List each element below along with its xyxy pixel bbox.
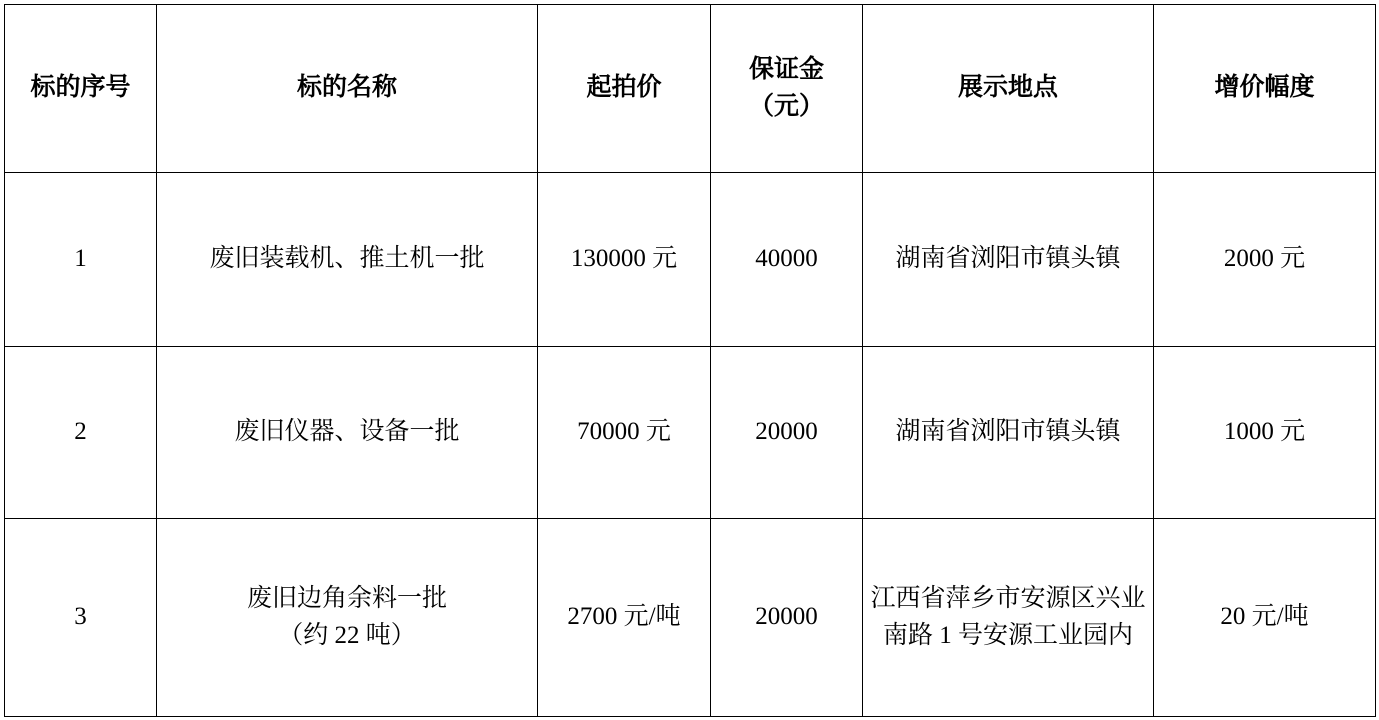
document-page [0,4,1379,720]
cell-lot-number: 2 [5,347,157,519]
column-header-lot-number-line-1: 标的序号 [30,74,131,102]
cell-deposit: 20000 [711,519,863,717]
column-header-lot-name-line-1: 标的名称 [296,74,397,102]
cell-lot-number: 3 [5,519,157,717]
table-row [5,347,1376,519]
column-header-display-location-line-1: 展示地点 [957,74,1058,102]
cell-lot-name [157,347,538,519]
column-header-start-price-line-1: 起拍价 [586,74,662,102]
cell-display-location-line-1: 湖南省浏阳市镇头镇 [895,418,1121,446]
cell-lot-name-line-1: 废旧装载机、推土机一批 [209,245,485,273]
auction-lots-table [4,4,1376,717]
table-header-row [5,5,1376,173]
column-header-display-location [863,5,1154,173]
cell-lot-name [157,173,538,347]
column-header-lot-number [5,5,157,173]
cell-lot-name-line-2: （约 22 吨） [278,621,416,649]
table-row [5,519,1376,717]
cell-display-location-line-1: 江西省萍乡市安源区兴业 [870,585,1146,613]
column-header-lot-name [157,5,538,173]
cell-deposit: 40000 [711,173,863,347]
cell-lot-name-line-1: 废旧仪器、设备一批 [234,418,460,446]
cell-increment: 20 元/吨 [1154,519,1376,717]
cell-increment: 2000 元 [1154,173,1376,347]
cell-display-location [863,519,1154,717]
table-row [5,173,1376,347]
column-header-start-price [538,5,711,173]
column-header-deposit-line-2: （元） [748,92,824,120]
cell-display-location-line-1: 湖南省浏阳市镇头镇 [895,245,1121,273]
cell-deposit: 20000 [711,347,863,519]
column-header-deposit-line-1: 保证金 [748,56,824,84]
cell-display-location-line-2: 南路 1 号安源工业园内 [882,621,1133,649]
cell-start-price: 130000 元 [538,173,711,347]
cell-lot-name-line-1: 废旧边角余料一批 [246,585,447,613]
cell-start-price: 70000 元 [538,347,711,519]
cell-increment: 1000 元 [1154,347,1376,519]
cell-display-location [863,347,1154,519]
cell-display-location [863,173,1154,347]
cell-lot-number: 1 [5,173,157,347]
column-header-increment-line-1: 增价幅度 [1214,74,1315,102]
cell-lot-name [157,519,538,717]
column-header-increment [1154,5,1376,173]
cell-start-price: 2700 元/吨 [538,519,711,717]
column-header-deposit [711,5,863,173]
